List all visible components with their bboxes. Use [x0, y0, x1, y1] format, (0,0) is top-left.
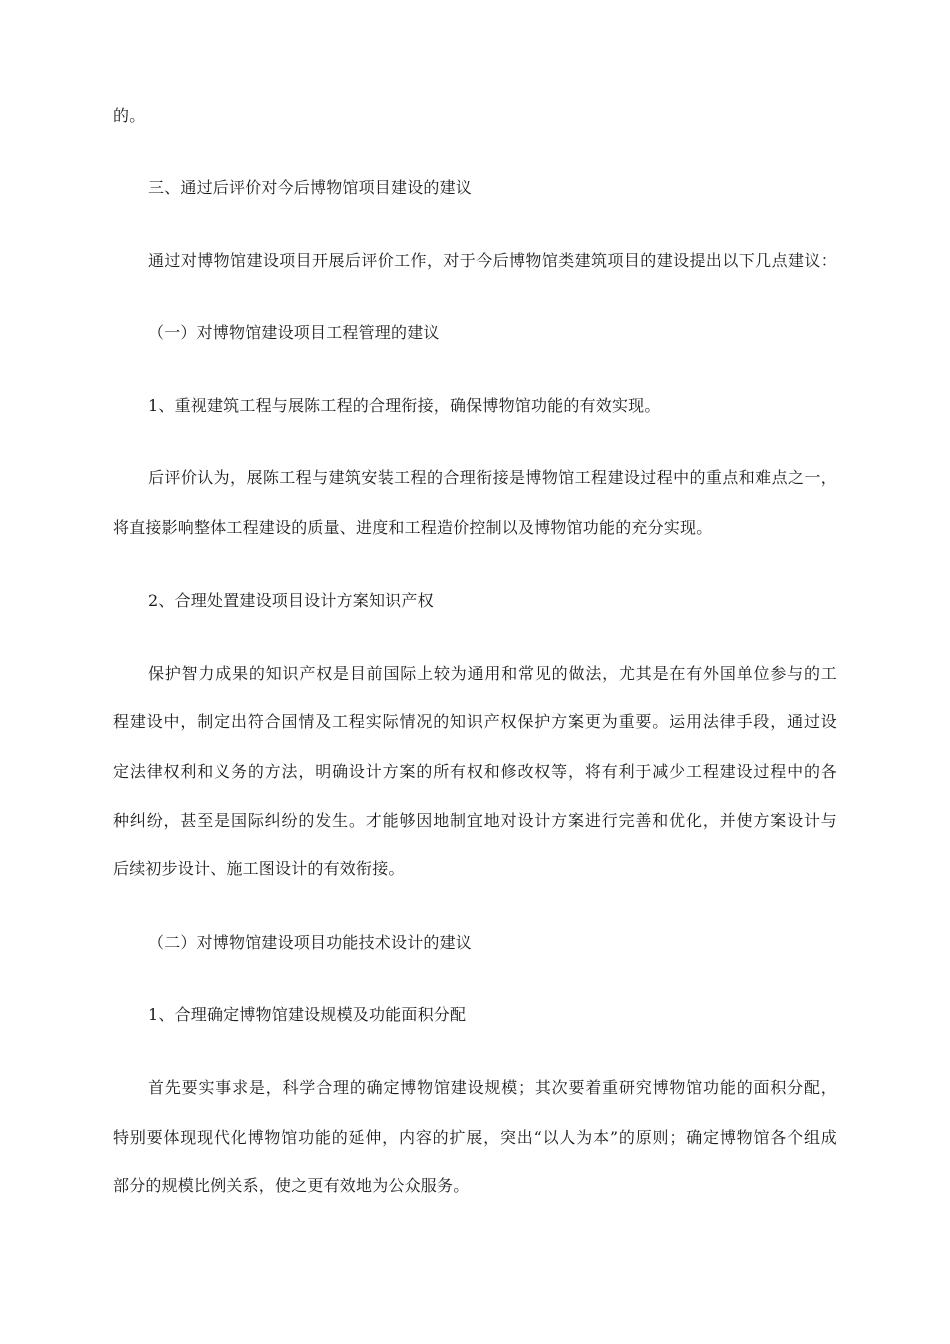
- paragraph-line: 部分的规模比例关系，使之更有效地为公众服务。: [113, 1176, 470, 1195]
- paragraph-line: 通过对博物馆建设项目开展后评价工作，对于今后博物馆类建筑项目的建设提出以下几点建议：: [148, 251, 837, 270]
- paragraph-line: 后续初步设计、施工图设计的有效衔接。: [113, 859, 405, 878]
- paragraph-line: 保护智力成果的知识产权是目前国际上较为通用和常见的做法，尤其是在有外国单位参与的工: [148, 664, 837, 683]
- item-heading: 1、重视建筑工程与展陈工程的合理衔接，确保博物馆功能的有效实现。: [148, 396, 661, 415]
- paragraph-line: 的。: [113, 106, 146, 125]
- paragraph-line: 定法律权利和义务的方法，明确设计方案的所有权和修改权等，将有利于减少工程建设过程中的各: [113, 762, 837, 781]
- item-heading: 2、合理处置建设项目设计方案知识产权: [148, 591, 434, 610]
- paragraph-line: 程建设中，制定出符合国情及工程实际情况的知识产权保护方案更为重要。运用法律手段，通过设: [113, 712, 837, 731]
- paragraph-line: 首先要实事求是，科学合理的确定博物馆建设规模；其次要着重研究博物馆功能的面积分配，: [148, 1078, 837, 1097]
- subsection-heading: （一）对博物馆建设项目工程管理的建议: [148, 323, 440, 342]
- subsection-heading: （二）对博物馆建设项目功能技术设计的建议: [148, 933, 473, 952]
- paragraph-line: 种纠纷，甚至是国际纠纷的发生。才能够因地制宜地对设计方案进行完善和优化，并使方案设计与: [113, 811, 837, 830]
- paragraph-line: 后评价认为，展陈工程与建筑安装工程的合理衔接是博物馆工程建设过程中的重点和难点之一，: [148, 468, 837, 487]
- section-heading: 三、通过后评价对今后博物馆项目建设的建议: [148, 178, 473, 197]
- paragraph-line: 将直接影响整体工程建设的质量、进度和工程造价控制以及博物馆功能的充分实现。: [113, 518, 713, 537]
- paragraph-line: 特别要体现现代化博物馆功能的延伸，内容的扩展，突出“以人为本”的原则；确定博物馆各个组成: [113, 1128, 837, 1147]
- item-heading: 1、合理确定博物馆建设规模及功能面积分配: [148, 1005, 467, 1024]
